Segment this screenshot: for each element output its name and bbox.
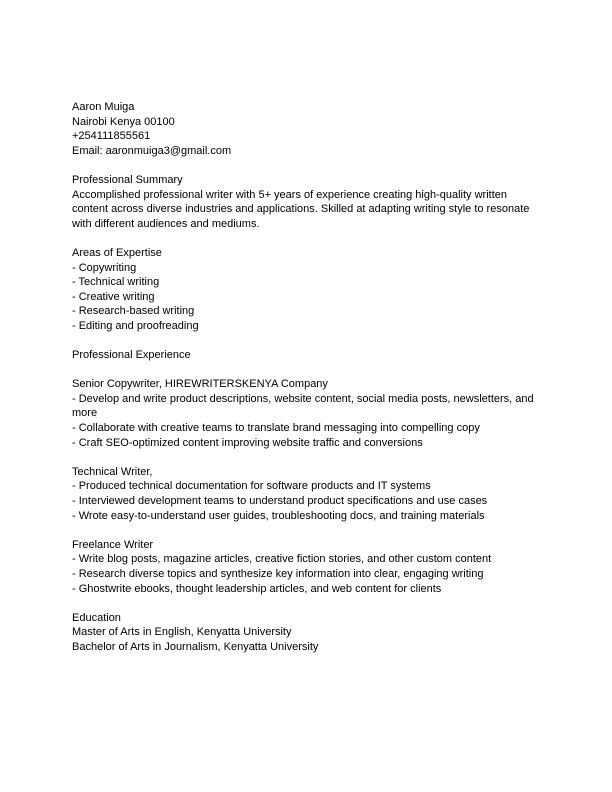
job-title: Technical Writer, [72,465,153,478]
spacer [72,363,542,378]
summary-section [72,173,542,231]
spacer [72,334,542,349]
experience-section [72,348,542,596]
spacer [72,450,542,465]
experience-heading: Professional Experience [72,349,191,362]
expertise-item: - Copywriting [72,261,137,274]
expertise-item: - Editing and proofreading [72,319,199,332]
job-title: Senior Copywriter, HIREWRITERSKENYA Company [72,378,328,391]
job-bullet: - Write blog posts, magazine articles, creative fiction stories, and other custom content [72,553,492,566]
education-item: Master of Arts in English, Kenyatta University [72,626,292,639]
spacer [72,596,542,611]
spacer [72,523,542,538]
education-section [72,611,542,655]
spacer [72,231,542,246]
job-bullet: - Research diverse topics and synthesize key information into clear, engaging writing [72,568,484,580]
summary-text: Accomplished professional writer with 5+ years of experience creating high-quality written content across diverse industries and applications. Skilled at adapting writing style to resonate with different audiences and mediums. [72,188,530,230]
job-entry [72,538,542,596]
applicant-name: Aaron Muiga [72,101,135,113]
job-entry [72,465,542,523]
job-bullet: - Develop and write product descriptions, website content, social media posts, newsletters, and more [72,392,534,420]
job-bullet: - Interviewed development teams to understand product specifications and use cases [72,495,488,508]
expertise-list [72,261,542,334]
job-entry [72,377,542,450]
applicant-phone: +254111855561 [72,130,151,143]
job-bullet: - Wrote easy-to-understand user guides, troubleshooting docs, and training materials [72,509,485,522]
education-heading: Education [72,611,121,624]
contact-block [72,100,542,158]
job-bullet: - Ghostwrite ebooks, thought leadership articles, and web content for clients [72,582,442,595]
education-item: Bachelor of Arts in Journalism, Kenyatta University [72,640,319,653]
spacer [72,158,542,173]
expertise-section [72,246,542,334]
job-bullet: - Produced technical documentation for software products and IT systems [72,480,431,493]
expertise-item: - Technical writing [72,276,160,289]
job-bullet: - Craft SEO-optimized content improving website traffic and conversions [72,436,423,449]
expertise-heading: Areas of Expertise [72,246,162,259]
applicant-location: Nairobi Kenya 00100 [72,115,175,128]
expertise-item: - Research-based writing [72,305,195,318]
expertise-item: - Creative writing [72,290,155,303]
job-title: Freelance Writer [72,538,154,551]
applicant-email: Email: aaronmuiga3@gmail.com [72,144,232,157]
summary-heading: Professional Summary [72,173,183,186]
job-bullet: - Collaborate with creative teams to translate brand messaging into compelling copy [72,422,480,435]
resume-page [72,100,542,655]
